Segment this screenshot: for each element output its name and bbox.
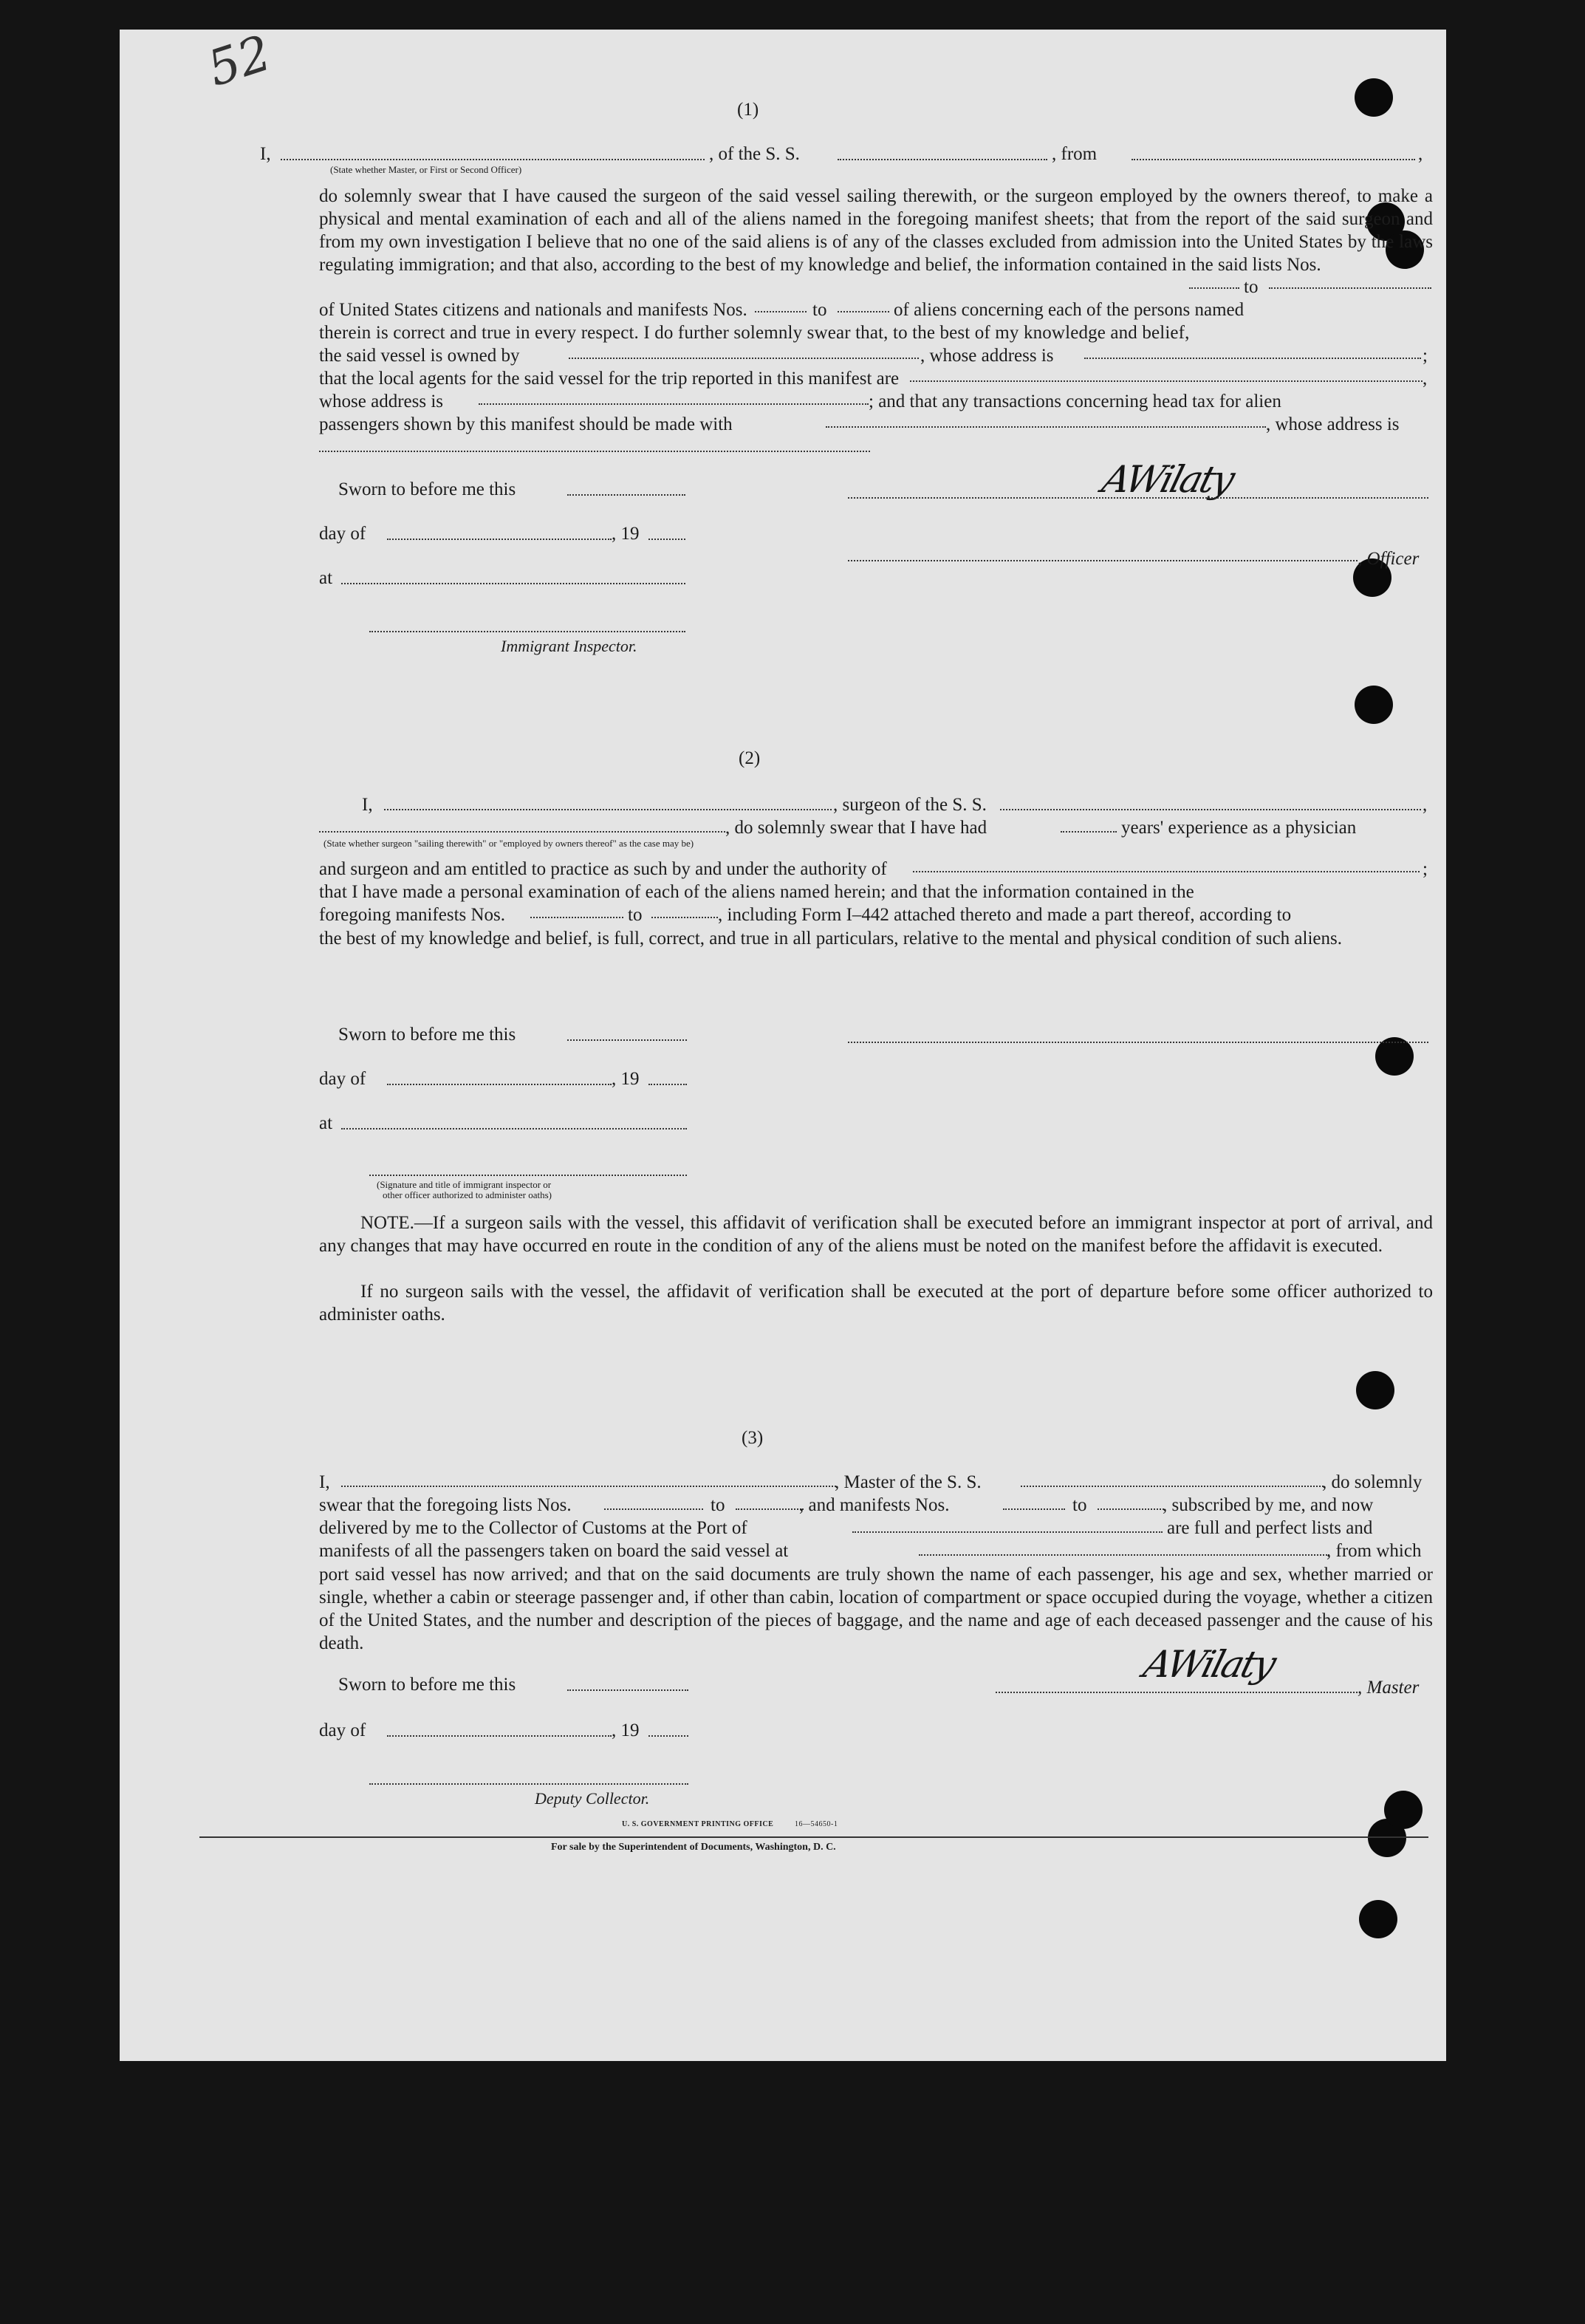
- do-solemnly: , do solemnly: [1322, 1472, 1423, 1492]
- foregoing-manifests: foregoing manifests Nos.: [319, 905, 506, 925]
- sig-caption-2: other officer authorized to administer oaths): [383, 1189, 552, 1200]
- note2-text: If no surgeon sails with the vessel, the affidavit of verification shall be executed at the port of departure before some officer authorized to administer oaths.: [319, 1282, 1433, 1325]
- punch-hole: [1355, 78, 1393, 117]
- note-paragraph: [319, 1211, 1433, 1257]
- deputy-caption: Deputy Collector.: [535, 1789, 650, 1808]
- section-number-1: (1): [737, 100, 759, 120]
- at-1: at: [319, 568, 333, 588]
- passengers-text: passengers shown by this manifest should be made with: [319, 414, 733, 434]
- sworn-2: Sworn to before me this: [338, 1025, 516, 1045]
- s2-to: to: [628, 905, 643, 925]
- gpo-number: 16—54650-1: [795, 1820, 838, 1828]
- s2-para-end-text: the best of my knowledge and belief, is full, correct, and true in all particulars, relative to the mental and physical condition of such aliens.: [319, 929, 1342, 949]
- punch-hole: [1356, 1371, 1394, 1409]
- owned-by: the said vessel is owned by: [319, 346, 520, 366]
- surgeon-of: , surgeon of the S. S.: [833, 795, 987, 815]
- day-of-2: day of: [319, 1069, 366, 1089]
- s3-i: I,: [319, 1472, 330, 1492]
- semicolon-1: ;: [1423, 346, 1428, 366]
- nineteen-2: , 19: [612, 1069, 640, 1089]
- s2-para-start: that I have made a personal examination of each of the aliens named herein; and that the information contained in the: [319, 882, 1194, 902]
- master-caption: , Master: [1358, 1678, 1420, 1698]
- day-of-3: day of: [319, 1720, 366, 1740]
- citizens-to: to: [812, 300, 827, 320]
- inspector-caption: Immigrant Inspector.: [501, 637, 637, 655]
- sworn-1: Sworn to before me this: [338, 479, 516, 499]
- and-manifests: , and manifests Nos.: [799, 1495, 950, 1515]
- footer-text: For sale by the Superintendent of Documents, Washington, D. C.: [551, 1842, 836, 1853]
- s3-para-text: port said vessel has now arrived; and that on the said documents are truly shown the name of each passenger, his age and sex, whether married or single, whether a cabin or steerage passenger and, if other than cabin, location of compartment or space occupied during the voyage, whether a citizen of the United States, and the number and description of the pieces of baggage, and the name and age of each deceased passenger and the cause of his death.: [319, 1565, 1433, 1653]
- handwritten-page-number: 52: [201, 24, 278, 98]
- form-442: , including Form I–442 attached thereto and made a part thereof, according to: [718, 905, 1292, 925]
- master-signature: AWilaty: [1139, 1643, 1279, 1686]
- day-of-1: day of: [319, 524, 366, 544]
- swear-lists: swear that the foregoing lists Nos.: [319, 1495, 572, 1515]
- gpo-text: U. S. GOVERNMENT PRINTING OFFICE: [622, 1820, 774, 1828]
- s3-to-1: to: [711, 1495, 725, 1515]
- punch-hole: [1355, 686, 1393, 724]
- s2-i: I,: [362, 795, 373, 815]
- section1-para1: do solemnly swear that I have caused the surgeon of the said vessel sailing therewith, or the surgeon employed by the owners thereof, to make a physical and mental examination of each and all of the aliens named in the foregoing manifest sheets; that from the report of the said surgeon and from my own investigation I believe that no one of the said aliens is of any of the classes excluded from admission into the United States by the laws regulating immigration; and that also, according to the best of my knowledge and belief, the information contained in the said lists Nos.: [319, 186, 1433, 275]
- local-agents: that the local agents for the said vessel for the trip reported in this manifest are: [319, 369, 900, 389]
- authority: and surgeon and am entitled to practice as such by and under the authority of: [319, 859, 887, 879]
- comma-1: ,: [1423, 369, 1428, 389]
- delivered: delivered by me to the Collector of Customs at the Port of: [319, 1518, 747, 1538]
- punch-hole: [1359, 1900, 1397, 1938]
- from-which: , from which: [1326, 1541, 1422, 1561]
- line1-from: , from: [1052, 144, 1098, 164]
- officer-caption: , Officer: [1358, 549, 1420, 569]
- s3-to-2: to: [1072, 1495, 1087, 1515]
- whose-address-3: , whose address is: [1266, 414, 1400, 434]
- line1-i: I,: [260, 144, 271, 164]
- whose-address: , whose address is: [920, 346, 1054, 366]
- note-text: NOTE.—If a surgeon sails with the vessel, this affidavit of verification shall be executed before an immigrant inspector at port of arrival, and any changes that may have occurred en route in the condition of any of the aliens must be noted on the manifest before the affidavit is executed.: [319, 1213, 1433, 1256]
- line1-trail: ,: [1418, 144, 1423, 164]
- aliens-text: of aliens concerning each of the persons named: [894, 300, 1245, 320]
- surgeon-caption: (State whether surgeon "sailing therewith" or "employed by owners thereof" as the case may be): [323, 838, 694, 849]
- nineteen-1: , 19: [612, 524, 640, 544]
- s2-comma: ,: [1423, 795, 1428, 815]
- at-2: at: [319, 1113, 333, 1133]
- s2-para-end: [319, 927, 1433, 950]
- section-number-3: (3): [742, 1428, 764, 1448]
- therein-text: therein is correct and true in every respect. I do further solemnly swear that, to the best of my knowledge and belief,: [319, 323, 1190, 343]
- punch-hole: [1384, 1791, 1423, 1829]
- line1-of-ss: , of the S. S.: [709, 144, 800, 164]
- head-tax-text: ; and that any transactions concerning head tax for alien: [869, 392, 1281, 411]
- s3-paragraph: [319, 1563, 1433, 1655]
- section1-paragraph: [319, 185, 1433, 276]
- manifest-affidavit-page: [120, 24, 1446, 2061]
- s2-semicolon: ;: [1423, 859, 1428, 879]
- nineteen-3: , 19: [612, 1720, 640, 1740]
- para1-to: to: [1244, 277, 1259, 297]
- subscribed: , subscribed by me, and now: [1163, 1495, 1374, 1515]
- section-number-2: (2): [739, 748, 761, 768]
- manifests-all: manifests of all the passengers taken on board the said vessel at: [319, 1541, 789, 1561]
- s2-swear: , do solemnly swear that I have had: [725, 818, 987, 838]
- master-of: , Master of the S. S.: [835, 1472, 982, 1492]
- sig-caption-1: (Signature and title of immigrant inspector or: [377, 1179, 552, 1190]
- whose-address-2: whose address is: [319, 392, 444, 411]
- note2-paragraph: [319, 1280, 1433, 1326]
- s2-years: years' experience as a physician: [1121, 818, 1357, 838]
- officer-signature: AWilaty: [1098, 458, 1238, 501]
- full-lists: are full and perfect lists and: [1167, 1518, 1373, 1538]
- master-caption: (State whether Master, or First or Second Officer): [330, 164, 522, 175]
- citizens-text: of United States citizens and nationals and manifests Nos.: [319, 300, 747, 320]
- sworn-3: Sworn to before me this: [338, 1675, 516, 1695]
